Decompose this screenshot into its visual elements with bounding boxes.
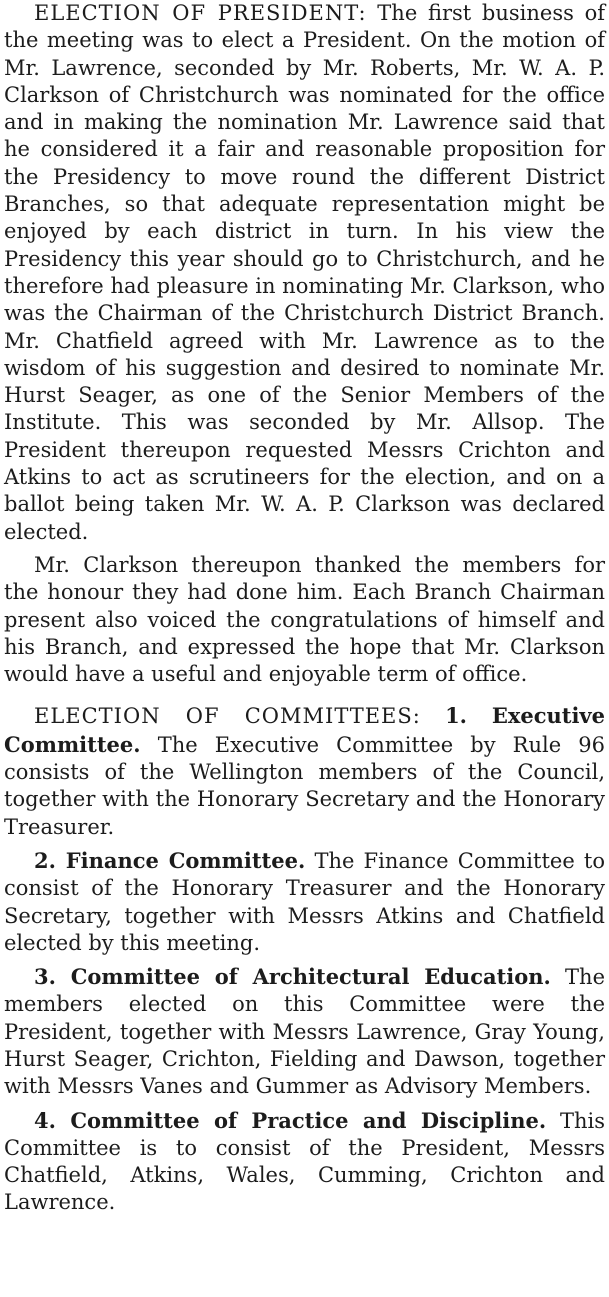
paragraph-text: The members elected on this Committee were the President, together with Messrs Lawrence, Gray Young, Hurst Seager, Crichton, Fielding and Dawson, together with Messrs Vanes and Gummer as Advisory Members. (4, 965, 606, 1099)
section-lead-election-of-committees: ELECTION OF COMMITTEES: (34, 704, 421, 729)
paragraph-architectural-education-committee (4, 963, 605, 1100)
paragraph-text: The Executive Committee by Rule 96 consists of the Wellington members of the Council, together with the Honorary Secretary and the Honorary Treasurer. (4, 732, 605, 839)
committee-heading: 2. Finance Committee. (34, 847, 306, 873)
committee-heading: 4. Committee of Practice and Discipline. (34, 1107, 547, 1133)
paragraph-practice-discipline-committee (4, 1107, 605, 1217)
paragraph-text: Mr. Clarkson thereupon thanked the members for the honour they had done him. Each Branch Chairman present also voiced the congratulations of himself and his Branch, and expressed the hope that Mr. Clarkson would have a useful and enjoyable term of office. (4, 552, 605, 687)
committee-heading: 1. Executive Committee. (4, 703, 605, 757)
paragraph-finance-committee (4, 847, 605, 957)
section-lead-election-of-president: ELECTION OF PRESIDENT: (34, 1, 367, 25)
committee-heading: 3. Committee of Architectural Education. (34, 964, 551, 990)
paragraph-text: The Finance Committee to consist of the Honorary Treasurer and the Honorary Secretary, together with Messrs Atkins and Chatfield elected by this meeting. (4, 848, 605, 955)
paragraph-election-of-president (4, 0, 605, 546)
paragraph-clarkson-thanks (4, 552, 605, 688)
paragraph-executive-committee (4, 702, 605, 840)
paragraph-text: The first business of the meeting was to elect a President. On the motion of Mr. Lawrence, seconded by Mr. Roberts, Mr. W. A. P. Clarkson of Christchurch was nominated for the office and in making the nomination Mr. Lawrence said that he considered it a fair and reasonable proposition for the Presidency to move round the different District Branches, so that adequate representation might be enjoyed by each district in turn. In his view the Presidency this year should go to Christchurch, and he therefore had pleasure in nominating Mr. Clarkson, who was the Chairman of the Christchurch District Branch. Mr. Chatfield agreed with Mr. Lawrence as to the wisdom of his suggestion and desired to nominate Mr. Hurst Seager, as one of the Senior Members of the Institute. This was seconded by Mr. Allsop. The President thereupon requested Messrs Crichton and Atkins to act as scrutineers for the election, and on a ballot being taken Mr. W. A. P. Clarkson was declared elected. (4, 1, 605, 544)
document-page (4, 0, 605, 1217)
paragraph-text: This Committee is to consist of the President, Messrs Chatfield, Atkins, Wales, Cumming, Crichton and Lawrence. (4, 1108, 605, 1215)
